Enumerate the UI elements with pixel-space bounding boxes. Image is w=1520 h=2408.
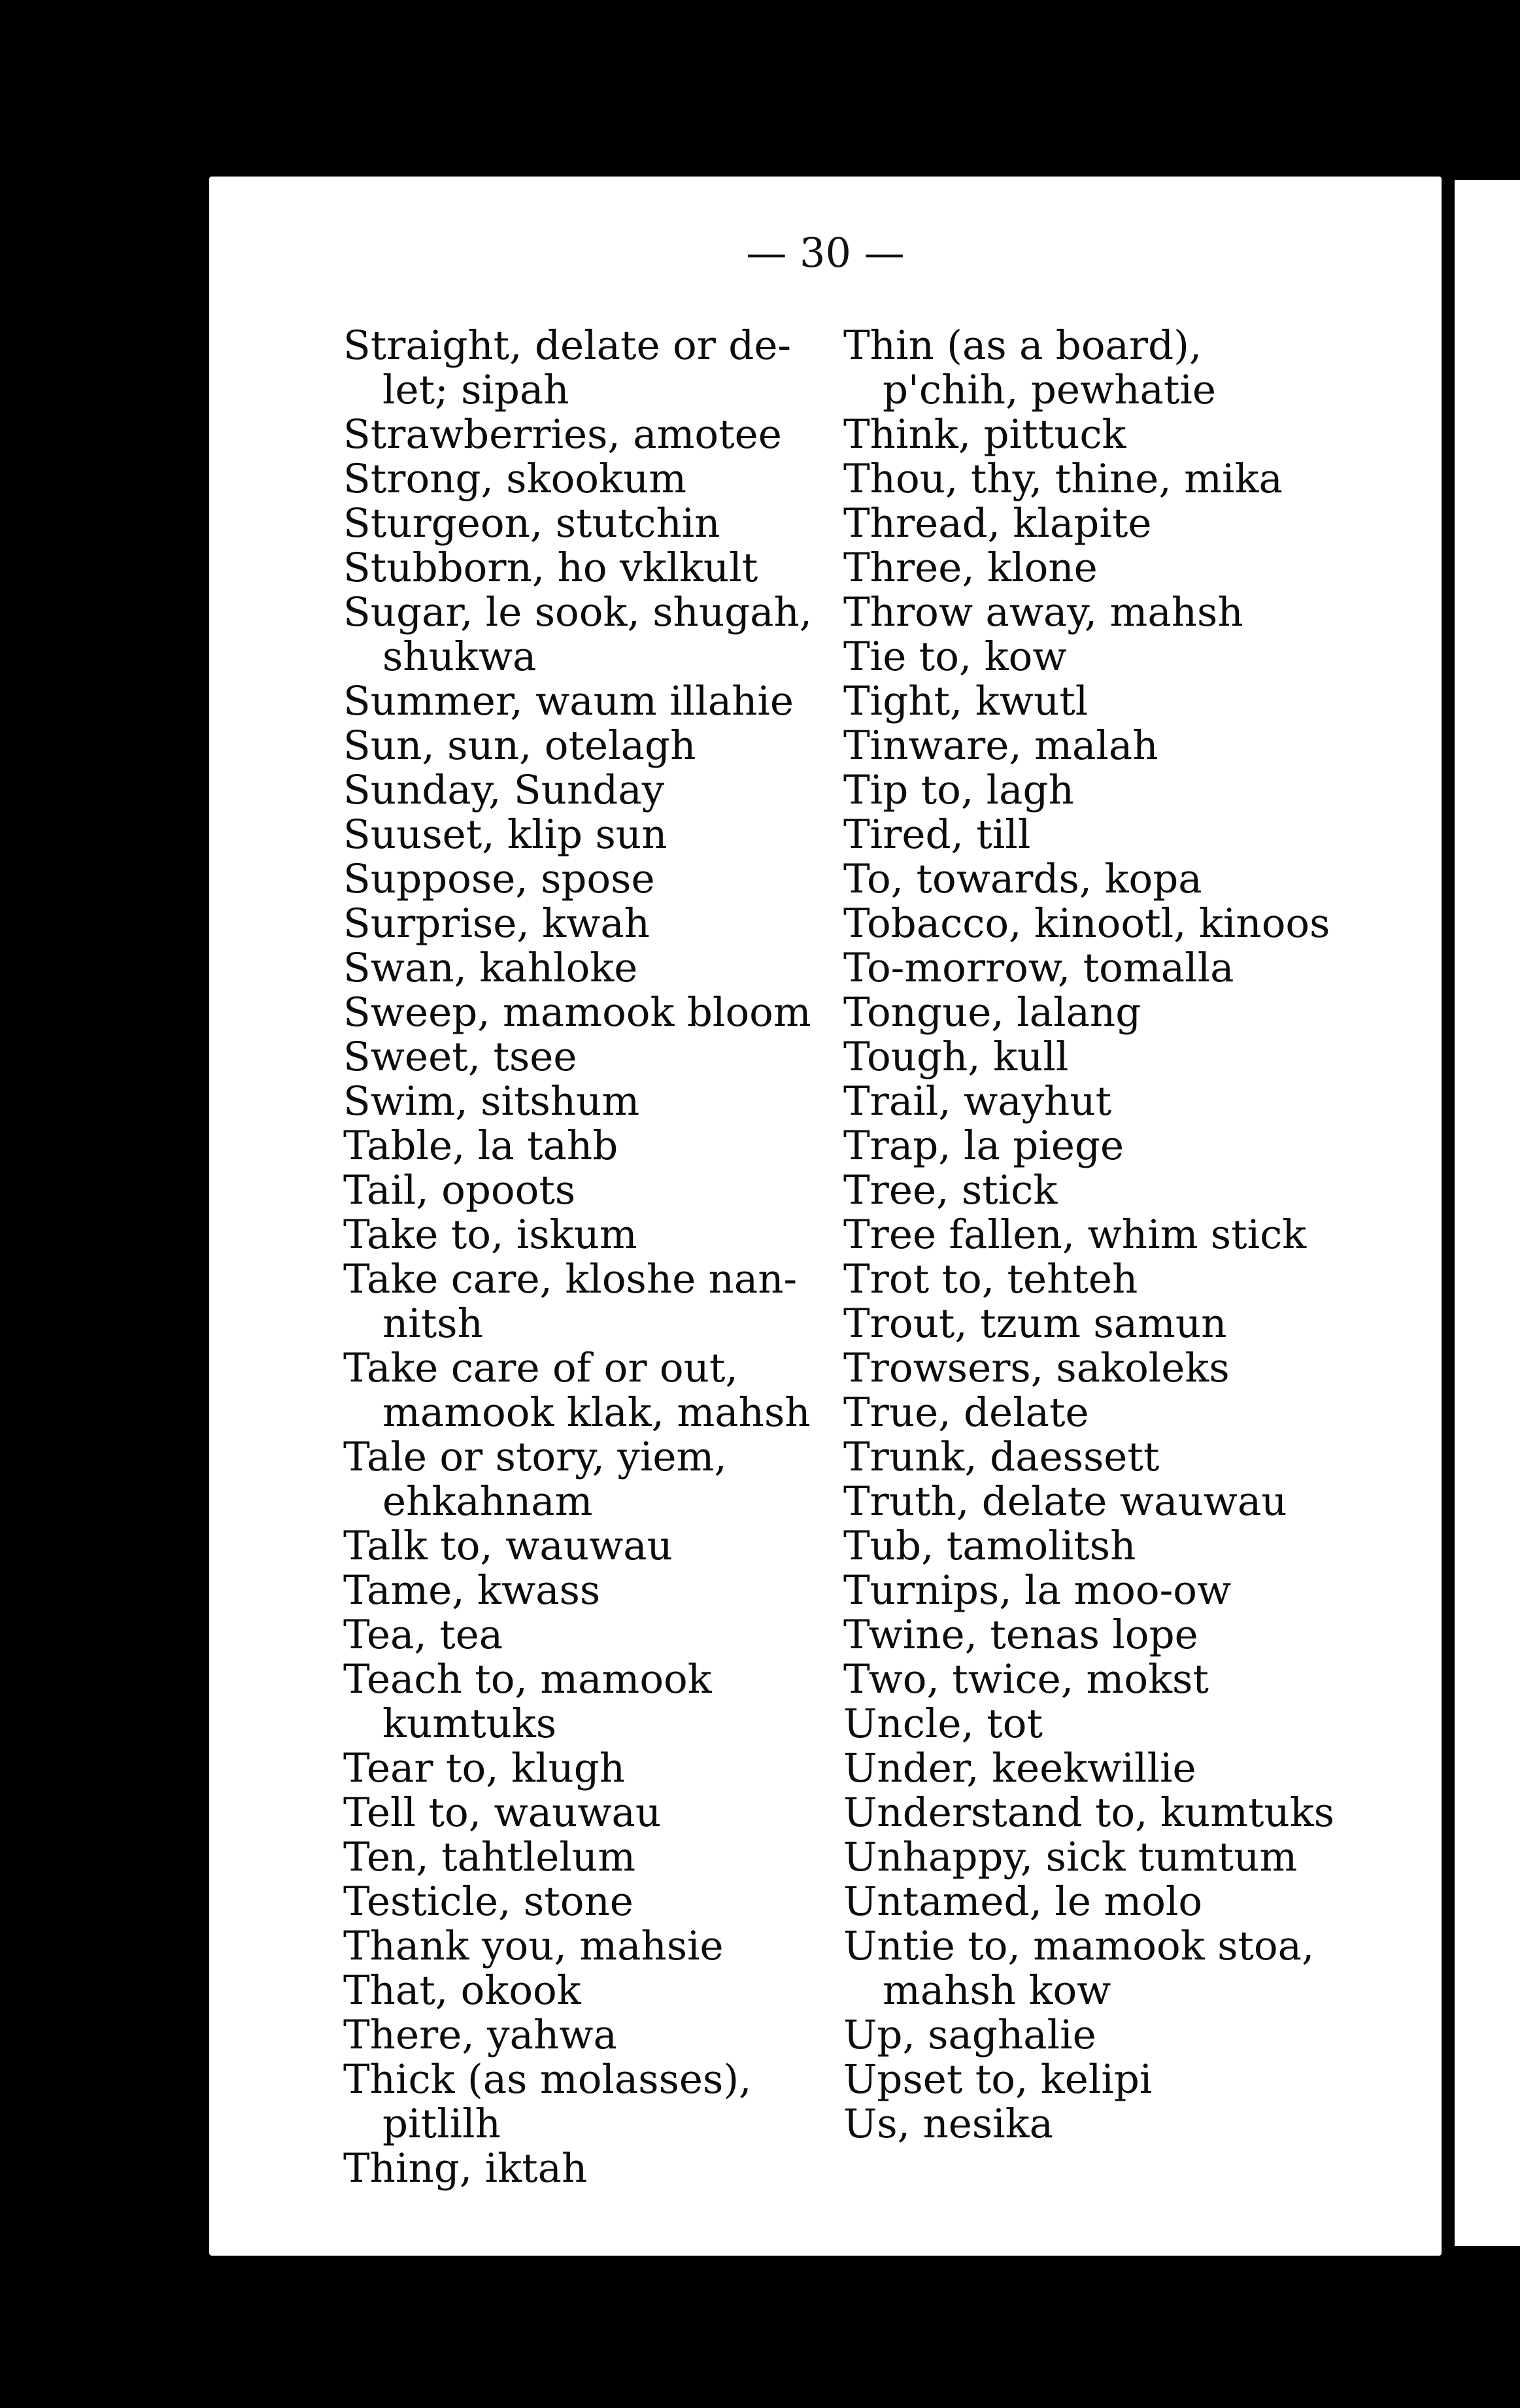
dictionary-entry: Untamed, le molo <box>843 1878 1203 1925</box>
dictionary-entry: Swim, sitshum <box>343 1078 640 1125</box>
dictionary-entry: Ten, tahtlelum <box>343 1834 636 1880</box>
dictionary-entry: Sturgeon, stutchin <box>343 500 720 547</box>
dictionary-entry: Sunday, Sunday <box>343 767 665 813</box>
dictionary-entry: Tobacco, kinootl, kinoos <box>843 900 1330 947</box>
dictionary-entry: True, delate <box>843 1389 1089 1436</box>
dictionary-entry: Swan, kahloke <box>343 945 638 991</box>
dictionary-entry: Strong, skookum <box>343 456 687 502</box>
dictionary-entry: Trunk, daessett <box>843 1434 1160 1480</box>
dictionary-entry: Tale or story, yiem, ehkahnam <box>343 1434 727 1525</box>
book-page <box>209 177 1442 2256</box>
dictionary-entry: Thin (as a board), p'chih, pewhatie <box>843 322 1216 413</box>
dictionary-entry: Unhappy, sick tumtum <box>843 1834 1298 1880</box>
dictionary-entry: Tight, kwutl <box>843 678 1089 724</box>
dictionary-entry: Upset to, kelipi <box>843 2056 1153 2103</box>
dictionary-entry: Twine, tenas lope <box>843 1612 1198 1658</box>
dictionary-entry: Up, saghalie <box>843 2012 1096 2058</box>
dictionary-entry: To-morrow, tomalla <box>843 945 1234 991</box>
dictionary-entry: Take care, kloshe nan-nitsh <box>343 1256 798 1347</box>
dictionary-entry: Sugar, le sook, shugah, shukwa <box>343 589 813 680</box>
dictionary-entry: Tip to, lagh <box>843 767 1074 813</box>
dictionary-entry: Under, keekwillie <box>843 1745 1196 1791</box>
dictionary-entry: Tie to, kow <box>843 634 1067 680</box>
dictionary-entry: Straight, delate or de-let; sipah <box>343 322 792 413</box>
dictionary-entry: Tree fallen, whim stick <box>843 1212 1307 1258</box>
dictionary-entry: Teach to, mamook kumtuks <box>343 1656 712 1747</box>
dictionary-entry: Tinware, malah <box>843 722 1158 769</box>
dictionary-entry: Tell to, wauwau <box>343 1789 662 1836</box>
dictionary-entry: Tea, tea <box>343 1612 503 1658</box>
dictionary-entry: Us, nesika <box>843 2101 1054 2147</box>
dictionary-entry: Sweep, mamook bloom <box>343 989 811 1036</box>
dictionary-entry: There, yahwa <box>343 2012 617 2058</box>
dictionary-entry: Two, twice, mokst <box>843 1656 1209 1703</box>
dictionary-entry: Stubborn, ho vklkult <box>343 545 758 591</box>
dictionary-entry: Take to, iskum <box>343 1212 637 1258</box>
dictionary-entry: Trail, wayhut <box>843 1078 1112 1125</box>
dictionary-entry: Suuset, klip sun <box>343 811 667 858</box>
adjacent-page-edge <box>1455 180 1520 2246</box>
dictionary-entry: Trout, tzum samun <box>843 1300 1227 1347</box>
dictionary-entry: Trap, la piege <box>843 1123 1124 1169</box>
dictionary-entry: Testicle, stone <box>343 1878 633 1925</box>
dictionary-entry: Talk to, wauwau <box>343 1523 673 1569</box>
left-column <box>343 324 840 2191</box>
dictionary-entry: Tree, stick <box>843 1167 1058 1213</box>
dictionary-entry: Take care of or out, mamook klak, mahsh <box>343 1345 811 1436</box>
dictionary-entry: Untie to, mamook stoa, mahsh kow <box>843 1923 1315 2014</box>
dictionary-entry: Tear to, klugh <box>343 1745 626 1791</box>
dictionary-entry: That, okook <box>343 1967 581 2014</box>
dictionary-entry: Truth, delate wauwau <box>843 1478 1287 1525</box>
dictionary-entry: Trowsers, sakoleks <box>843 1345 1230 1391</box>
dictionary-entry: Surprise, kwah <box>343 900 650 947</box>
right-column <box>843 324 1340 2146</box>
dictionary-entry: Thread, klapite <box>843 500 1152 547</box>
dictionary-entry: Thick (as molasses), pitlilh <box>343 2056 752 2147</box>
dictionary-entry: Thou, thy, thine, mika <box>843 456 1283 502</box>
dictionary-entry: Tub, tamolitsh <box>843 1523 1136 1569</box>
dictionary-entry: To, towards, kopa <box>843 856 1202 902</box>
dictionary-entry: Tail, opoots <box>343 1167 576 1213</box>
dictionary-entry: Think, pittuck <box>843 411 1126 458</box>
dictionary-entry: Sweet, tsee <box>343 1034 577 1080</box>
dictionary-entry: Tired, till <box>843 811 1031 858</box>
dictionary-entry: Summer, waum illahie <box>343 678 794 724</box>
dictionary-entry: Understand to, kumtuks <box>843 1789 1335 1836</box>
dictionary-entry: Suppose, spose <box>343 856 655 902</box>
dictionary-entry: Table, la tahb <box>343 1123 618 1169</box>
dictionary-entry: Uncle, tot <box>843 1701 1043 1747</box>
dictionary-entry: Tough, kull <box>843 1034 1069 1080</box>
dictionary-entry: Thank you, mahsie <box>343 1923 724 1969</box>
dictionary-entry: Tongue, lalang <box>843 989 1141 1036</box>
page-number: — 30 — <box>746 229 905 277</box>
dictionary-entry: Strawberries, amotee <box>343 411 782 458</box>
dictionary-entry: Tame, kwass <box>343 1567 601 1614</box>
dictionary-entry: Sun, sun, otelagh <box>343 722 696 769</box>
dictionary-entry: Three, klone <box>843 545 1098 591</box>
dictionary-entry: Thing, iktah <box>343 2145 588 2192</box>
dictionary-entry: Turnips, la moo-ow <box>843 1567 1232 1614</box>
dictionary-entry: Trot to, tehteh <box>843 1256 1138 1302</box>
dictionary-entry: Throw away, mahsh <box>843 589 1243 636</box>
